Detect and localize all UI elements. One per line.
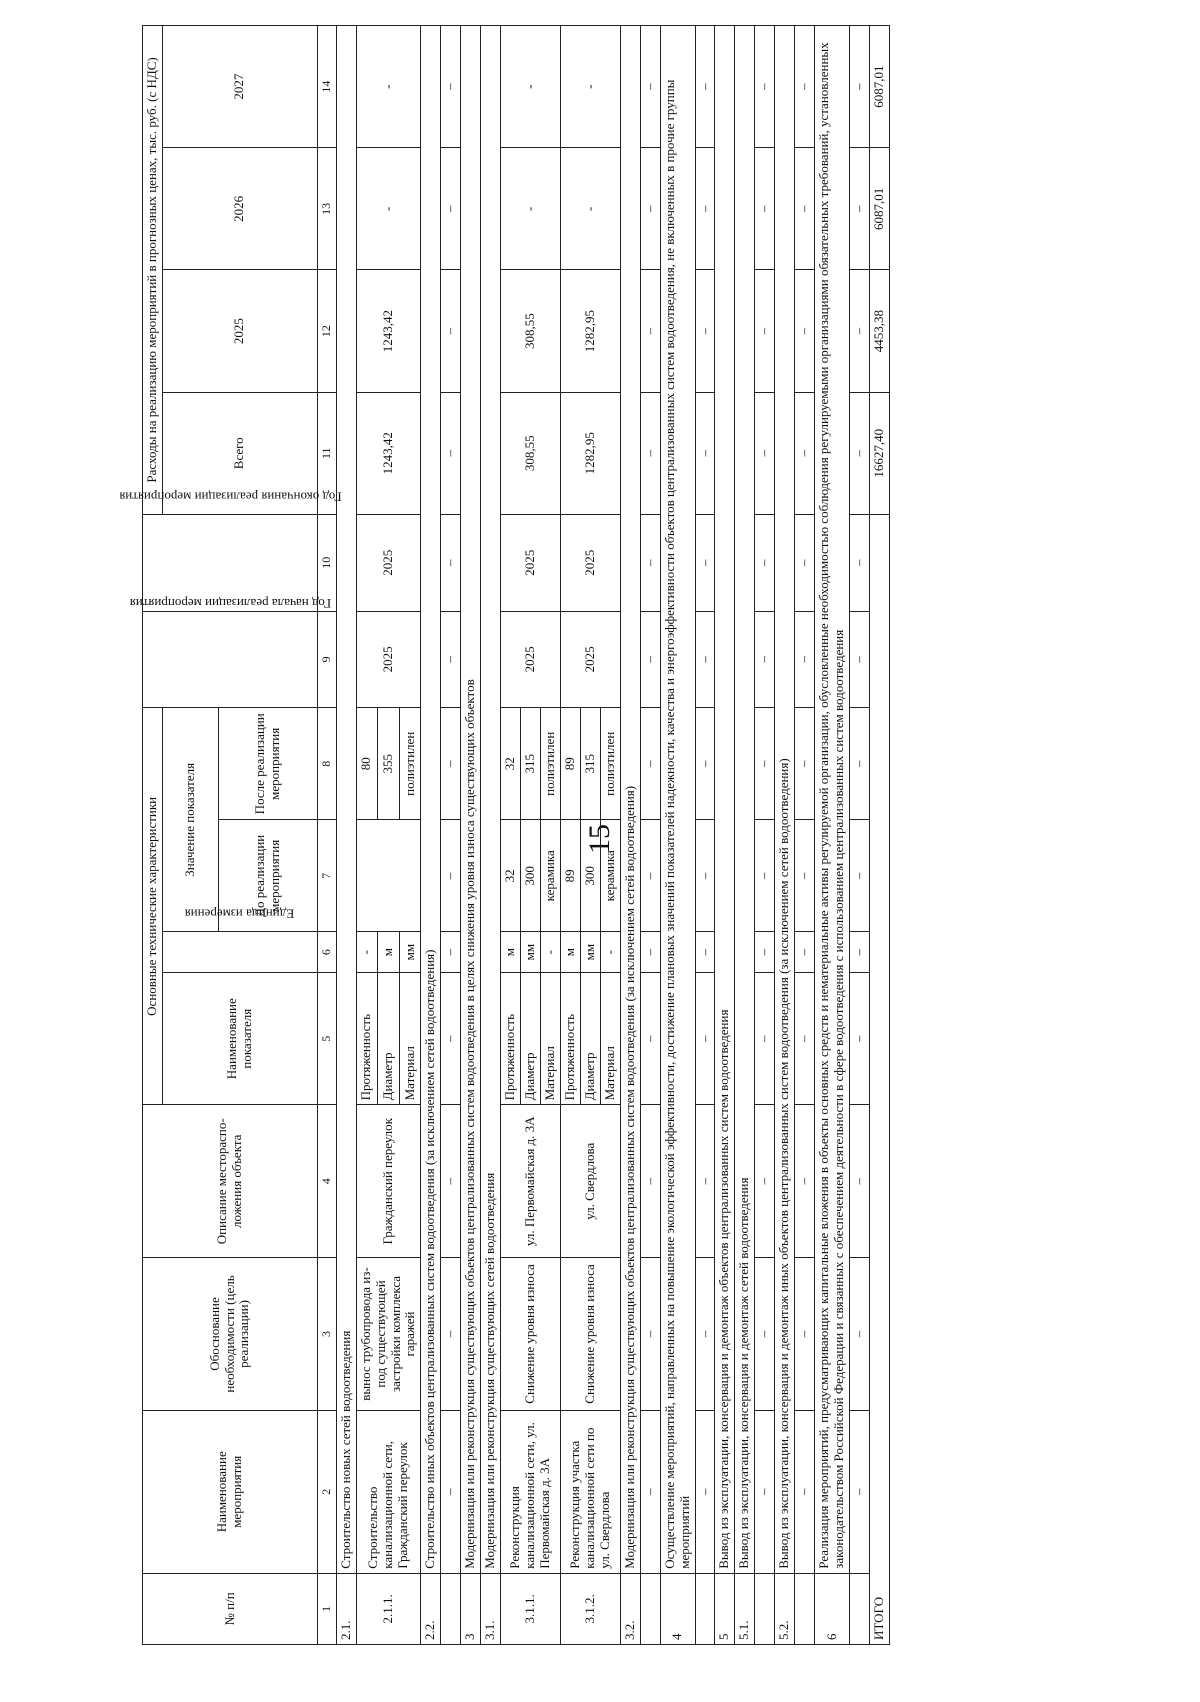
dash-cell: – (850, 1258, 870, 1411)
dash-cell: – (640, 270, 660, 392)
dash-cell: – (441, 270, 461, 392)
section-no: 3.1. (481, 1573, 501, 1644)
header-after: После реализации мероприятия (219, 708, 318, 820)
row-reason: вынос трубопровода из-под существующей застройки комплекса гаражей (356, 1258, 421, 1411)
dash-cell: – (640, 820, 660, 932)
dash-cell: – (755, 26, 775, 148)
dash-cell: – (795, 148, 815, 270)
header-unit-text: Единица измерения (185, 906, 295, 922)
cost-2027: - (560, 26, 620, 148)
header-tech-group: Основные технические характеристики (143, 708, 163, 1105)
cost-2025: 1243,42 (356, 270, 421, 392)
row-location: ул. Первомайская д. 3А (501, 1105, 561, 1258)
dash-cell: – (441, 148, 461, 270)
header-before: До реализации мероприятия (219, 820, 318, 932)
cost-2025: 308,55 (501, 270, 561, 392)
value-after: полиэтилен (600, 708, 620, 820)
dash-cell: – (755, 1258, 775, 1411)
header-end-year-text: Год окончания реализации мероприятия (118, 488, 342, 504)
table-row (356, 26, 378, 1645)
value-before: керамика (600, 820, 620, 932)
dash-cell: – (640, 148, 660, 270)
section-title: Модернизация или реконструкция существующих объектов централизованных систем водоотведения (за исключением сетей водоотведения) (620, 26, 640, 1574)
dash-cell: – (850, 148, 870, 270)
section-title: Вывод из эксплуатации, консервация и демонтаж объектов централизованных систем водоотведения (715, 26, 735, 1574)
dash-cell: – (850, 514, 870, 611)
dash-cell: – (640, 392, 660, 514)
dash-cell: – (695, 514, 715, 611)
dash-cell: – (795, 973, 815, 1105)
section-no: 5.1. (735, 1573, 755, 1644)
dash-cell: – (695, 26, 715, 148)
dash-cell: – (755, 392, 775, 514)
dash-cell: – (695, 708, 715, 820)
section-title: Реализация мероприятий, предусматривающих капитальные вложения в объекты основных средств и нематериальные активы регулируемой организации, обусловленные необходимостью соблюдения регулируемыми организациями обязательных требований, установленных законодательством Российской Федерации и связанных с обеспечением деятельности в сфере водоотведения с использованием централизованных систем водоотведения (815, 26, 850, 1574)
end-year: 2025 (356, 514, 421, 611)
indicator-unit: м (378, 932, 400, 973)
start-year: 2025 (560, 611, 620, 708)
start-year: 2025 (356, 611, 421, 708)
dash-cell: – (795, 1410, 815, 1573)
indicator-name: Протяженность (501, 973, 521, 1105)
indicator-name: Материал (600, 973, 620, 1105)
col-number: 11 (317, 392, 336, 514)
header-total: Всего (162, 392, 317, 514)
indicator-unit: мм (399, 932, 421, 973)
value-before: 89 (560, 820, 580, 932)
dash-row (640, 26, 660, 1645)
header-reason: Обоснование необходимости (цель реализации) (143, 1258, 318, 1411)
dash-cell: – (441, 611, 461, 708)
header-start-year-text: Год начала реализации мероприятия (129, 596, 331, 612)
col-number: 4 (317, 1105, 336, 1258)
dash-row (441, 26, 461, 1645)
dash-cell: – (795, 26, 815, 148)
dash-cell: – (755, 1105, 775, 1258)
dash-cell: – (850, 820, 870, 932)
cost-2027: - (501, 26, 561, 148)
dash-cell (795, 1573, 815, 1644)
value-after: 80 (356, 708, 378, 820)
dash-row (755, 26, 775, 1645)
dash-cell: – (441, 514, 461, 611)
dash-cell: – (795, 1258, 815, 1411)
totals-2027: 6087,01 (869, 26, 889, 148)
dash-cell: – (441, 973, 461, 1105)
section-title: Модернизация или реконструкция существующих сетей водоотведения (481, 26, 501, 1574)
row-name: Строительство канализационной сети, Гражданский переулок (356, 1410, 421, 1573)
value-after: 89 (560, 708, 580, 820)
dash-cell: – (640, 1105, 660, 1258)
dash-cell: – (850, 973, 870, 1105)
dash-cell: – (755, 611, 775, 708)
section-row (461, 26, 481, 1645)
cost-total: 308,55 (501, 392, 561, 514)
totals-2026: 6087,01 (869, 148, 889, 270)
section-title: Строительство иных объектов централизованных систем водоотведения (за исключением сетей водоотведения) (421, 26, 441, 1574)
row-no: 3.1.1. (501, 1573, 561, 1644)
row-name: Реконструкция канализационной сети, ул. Первомайская д. 3А (501, 1410, 561, 1573)
totals-row (869, 26, 889, 1645)
section-row (715, 26, 735, 1645)
dash-cell: – (695, 1105, 715, 1258)
section-no: 6 (815, 1573, 850, 1644)
section-row (421, 26, 441, 1645)
row-no: 2.1.1. (356, 1573, 421, 1644)
col-number: 9 (317, 611, 336, 708)
value-after: 355 (378, 708, 400, 820)
header-location: Описание месторасположения объекта (143, 1105, 318, 1258)
dash-cell: – (640, 1258, 660, 1411)
dash-row (795, 26, 815, 1645)
row-reason: Снижение уровня износа (560, 1258, 620, 1411)
header-y2025: 2025 (162, 270, 317, 392)
dash-cell: – (695, 270, 715, 392)
indicator-unit: - (541, 932, 561, 973)
page-number: 15 (583, 824, 616, 854)
section-no: 4 (660, 1573, 695, 1644)
dash-row (850, 26, 870, 1645)
indicator-unit: - (356, 932, 378, 973)
section-row (336, 26, 356, 1645)
indicator-name: Материал (541, 973, 561, 1105)
dash-cell: – (755, 148, 775, 270)
indicator-name: Диаметр (521, 973, 541, 1105)
dash-cell: – (695, 148, 715, 270)
col-number: 12 (317, 270, 336, 392)
section-no: 3 (461, 1573, 481, 1644)
section-title: Модернизация или реконструкция существующих объектов централизованных систем водоотведения в целях снижения уровня износа существующих объектов (461, 26, 481, 1574)
header-costs-group: Расходы на реализацию мероприятий в прогнозных ценах, тыс. руб. (с НДС) (143, 26, 163, 515)
indicator-name: Диаметр (378, 973, 400, 1105)
dash-cell: – (695, 611, 715, 708)
indicator-unit: мм (580, 932, 600, 973)
dash-cell: – (441, 708, 461, 820)
dash-cell: – (755, 820, 775, 932)
value-after: 32 (501, 708, 521, 820)
indicator-unit: - (600, 932, 620, 973)
dash-cell: – (640, 932, 660, 973)
dash-cell: – (441, 820, 461, 932)
indicator-name: Протяженность (560, 973, 580, 1105)
dash-cell: – (695, 820, 715, 932)
value-after: 315 (521, 708, 541, 820)
value-before (356, 820, 421, 932)
row-name: Реконструкция участка канализационной сети по ул. Свердлова (560, 1410, 620, 1573)
dash-cell: – (695, 1410, 715, 1573)
dash-cell: – (850, 1410, 870, 1573)
dash-cell: – (755, 514, 775, 611)
col-number: 14 (317, 26, 336, 148)
dash-cell (441, 1573, 461, 1644)
dash-cell: – (441, 932, 461, 973)
dash-cell: – (695, 1258, 715, 1411)
indicator-unit: мм (521, 932, 541, 973)
dash-cell: – (795, 611, 815, 708)
dash-cell: – (795, 514, 815, 611)
col-number: 7 (317, 820, 336, 932)
dash-cell: – (795, 932, 815, 973)
value-after: 315 (580, 708, 600, 820)
dash-cell: – (640, 514, 660, 611)
header-y2026: 2026 (162, 148, 317, 270)
document-table-area (118, 25, 1103, 1645)
indicator-name: Протяженность (356, 973, 378, 1105)
indicator-unit: м (501, 932, 521, 973)
indicator-unit: м (560, 932, 580, 973)
dash-cell: – (640, 1410, 660, 1573)
header-name: Наименование мероприятия (143, 1410, 318, 1573)
section-title: Вывод из эксплуатации, консервация и демонтаж иных объектов централизованных систем водоотведения (за исключением сетей водоотведения) (775, 26, 795, 1574)
row-location: Гражданский переулок (356, 1105, 421, 1258)
dash-cell: – (850, 270, 870, 392)
dash-cell: – (441, 1410, 461, 1573)
dash-cell: – (850, 26, 870, 148)
table-row (501, 26, 521, 1645)
row-location: ул. Свердлова (560, 1105, 620, 1258)
col-number: 3 (317, 1258, 336, 1411)
dash-cell: – (441, 392, 461, 514)
col-number: 8 (317, 708, 336, 820)
dash-cell: – (695, 392, 715, 514)
dash-cell: – (695, 932, 715, 973)
totals-2025: 4453,38 (869, 270, 889, 392)
section-title: Строительство новых сетей водоотведения (336, 26, 356, 1574)
dash-cell: – (755, 708, 775, 820)
section-no: 5 (715, 1573, 735, 1644)
dash-cell: – (755, 932, 775, 973)
col-number: 1 (317, 1573, 336, 1644)
indicator-name: Материал (399, 973, 421, 1105)
value-before: 32 (501, 820, 521, 932)
end-year: 2025 (560, 514, 620, 611)
cost-total: 1282,95 (560, 392, 620, 514)
dash-cell: – (640, 611, 660, 708)
cost-2026: - (501, 148, 561, 270)
section-row (775, 26, 795, 1645)
col-number: 13 (317, 148, 336, 270)
row-reason: Снижение уровня износа (501, 1258, 561, 1411)
dash-cell: – (795, 820, 815, 932)
dash-cell: – (695, 973, 715, 1105)
dash-cell (850, 1573, 870, 1644)
dash-cell: – (795, 392, 815, 514)
dash-cell: – (755, 1410, 775, 1573)
col-number: 2 (317, 1410, 336, 1573)
value-before: 300 (580, 820, 600, 932)
start-year: 2025 (501, 611, 561, 708)
section-no: 5.2. (775, 1573, 795, 1644)
measures-table (118, 25, 890, 1645)
section-no: 3.2. (620, 1573, 640, 1644)
cost-2026: - (356, 148, 421, 270)
section-row (815, 26, 850, 1645)
section-no: 2.2. (421, 1573, 441, 1644)
dash-cell: – (441, 1258, 461, 1411)
totals-total: 16627,40 (869, 392, 889, 514)
section-row (620, 26, 640, 1645)
dash-cell: – (795, 270, 815, 392)
dash-cell: – (640, 708, 660, 820)
dash-cell: – (850, 1105, 870, 1258)
section-row (481, 26, 501, 1645)
dash-cell: – (795, 708, 815, 820)
header-indicator-name: Наименование показателя (162, 973, 317, 1105)
dash-cell: – (441, 1105, 461, 1258)
cost-2027: - (356, 26, 421, 148)
cost-2026: - (560, 148, 620, 270)
value-after: полиэтилен (541, 708, 561, 820)
dash-cell: – (755, 270, 775, 392)
col-number: 5 (317, 973, 336, 1105)
dash-cell: – (850, 932, 870, 973)
row-no: 3.1.2. (560, 1573, 620, 1644)
table-row (560, 26, 580, 1645)
cost-2025: 1282,95 (560, 270, 620, 392)
header-value-group: Значение показателя (162, 708, 218, 932)
end-year: 2025 (501, 514, 561, 611)
section-no: 2.1. (336, 1573, 356, 1644)
header-unit (162, 906, 317, 973)
dash-cell (755, 1573, 775, 1644)
section-row (660, 26, 695, 1645)
value-after: полиэтилен (399, 708, 421, 820)
dash-cell: – (850, 708, 870, 820)
section-row (735, 26, 755, 1645)
section-title: Осуществление мероприятий, направленных на повышение экологической эффективности, достижение плановых значений показателей надежности, качества и энергоэффективности объектов централизованных систем водоотведения, не включенных в прочие группы мероприятий (660, 26, 695, 1574)
dash-cell: – (795, 1105, 815, 1258)
header-start-year (129, 596, 331, 708)
dash-cell: – (640, 26, 660, 148)
dash-cell (640, 1573, 660, 1644)
indicator-name: Диаметр (580, 973, 600, 1105)
header-no: № п/п (143, 1573, 318, 1644)
dash-cell: – (441, 26, 461, 148)
dash-cell: – (850, 611, 870, 708)
value-before: керамика (541, 820, 561, 932)
dash-cell: – (850, 392, 870, 514)
totals-label: ИТОГО (869, 514, 889, 1644)
col-number: 6 (317, 932, 336, 973)
cost-total: 1243,42 (356, 392, 421, 514)
dash-cell: – (640, 973, 660, 1105)
header-y2027: 2027 (162, 26, 317, 148)
dash-cell (695, 1573, 715, 1644)
value-before: 300 (521, 820, 541, 932)
dash-cell: – (755, 973, 775, 1105)
dash-row (695, 26, 715, 1645)
section-title: Вывод из эксплуатации, консервация и демонтаж сетей водоотведения (735, 26, 755, 1574)
col-number: 10 (317, 514, 336, 611)
